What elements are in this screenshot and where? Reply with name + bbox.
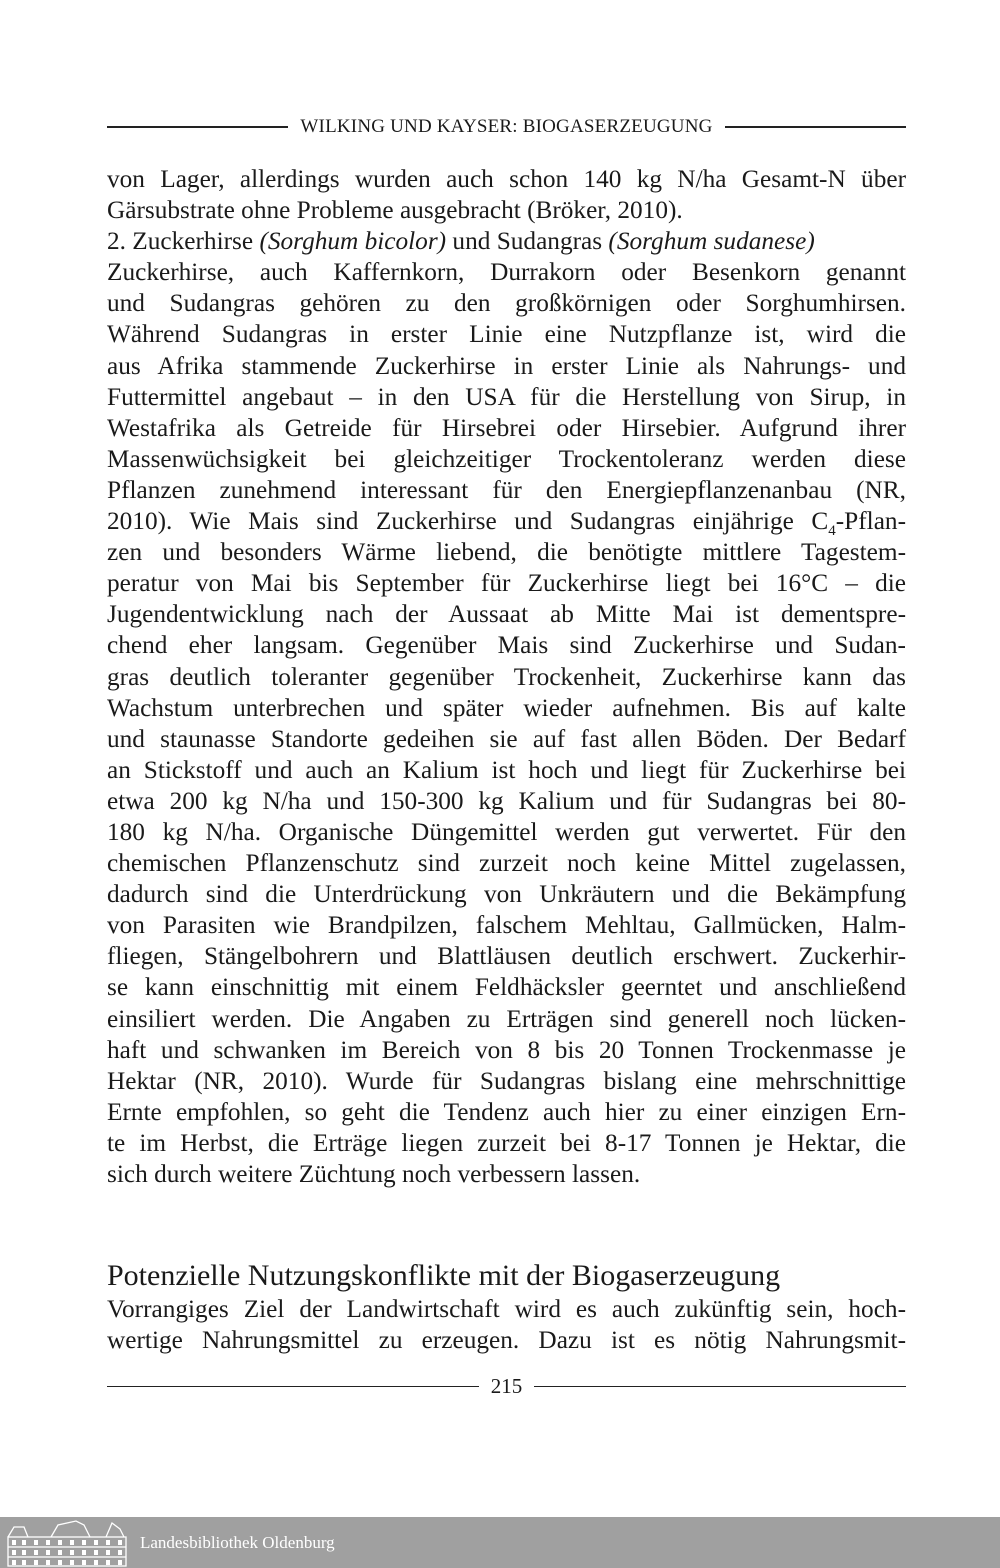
text-line — [107, 537, 906, 568]
text-segment: wertige Nahrungsmittel zu erzeugen. Dazu ist es nötig Nahrungsmit- — [107, 1326, 906, 1355]
text-segment: se kann einschnittig mit einem Feldhäcksler geerntet und anschließend — [107, 973, 906, 1002]
text-line — [107, 693, 906, 724]
text-segment: -Pflan- — [835, 507, 906, 536]
text-segment: te im Herbst, die Erträge liegen zurzeit bei 8-17 Tonnen je Hektar, die — [107, 1128, 906, 1157]
text-line — [107, 1128, 906, 1159]
library-name: Landesbibliothek Oldenburg — [140, 1532, 335, 1552]
text-segment: Zuckerhirse, auch Kaffernkorn, Durrakorn oder Besenkorn genannt — [107, 258, 906, 287]
text-segment: von Lager, allerdings wurden auch schon 140 kg N/ha Gesamt-N über — [107, 165, 906, 193]
subscript: 4 — [828, 523, 836, 540]
text-segment: Wachstum unterbrechen und später wieder aufnehmen. Bis auf kalte — [107, 693, 906, 722]
species-name: (Sorghum bicolor) — [259, 227, 447, 256]
text-segment: dadurch sind die Unterdrückung von Unkräutern und die Bekämpfung — [107, 880, 906, 909]
section-heading: Potenzielle Nutzungskonflikte mit der Biogaserzeugung — [107, 1259, 781, 1292]
text-segment: chend eher langsam. Gegenüber Mais sind Zuckerhirse und Sudan- — [107, 631, 906, 660]
text-line — [107, 941, 906, 972]
body-text — [107, 164, 906, 1190]
text-line — [107, 1097, 906, 1128]
text-line — [107, 413, 906, 444]
text-line — [107, 910, 906, 941]
text-segment: und Sudangras gehören zu den großkörnigen oder Sorghumhirsen. — [107, 289, 906, 318]
text-line — [107, 1325, 906, 1356]
text-line — [107, 662, 906, 693]
text-segment: und Sudangras — [446, 227, 609, 256]
text-line — [107, 879, 906, 910]
text-line — [107, 382, 906, 413]
text-segment: Jugendentwicklung nach der Aussaat ab Mitte Mai ist dementspre- — [107, 600, 906, 629]
text-line — [107, 755, 906, 786]
text-line — [107, 1066, 906, 1097]
text-line — [107, 475, 906, 506]
text-line — [107, 848, 906, 879]
text-segment: Futtermittel angebaut – in den USA für die Herstellung von Sirup, in — [107, 382, 906, 411]
text-segment: 180 kg N/ha. Organische Düngemittel werden gut verwertet. Für den — [107, 817, 906, 846]
running-head — [107, 116, 906, 138]
text-segment: sich durch weitere Züchtung noch verbessern lassen. — [107, 1160, 641, 1188]
text-line — [107, 164, 906, 195]
text-line — [107, 972, 906, 1003]
section-text — [107, 1294, 906, 1356]
header-rule-left — [107, 126, 288, 127]
text-segment: einsiliert werden. Die Angaben zu Erträgen sind generell noch lücken- — [107, 1004, 906, 1033]
text-line — [107, 630, 906, 661]
text-segment: haft und schwanken im Bereich von 8 bis 20 Tonnen Trockenmasse je — [107, 1035, 906, 1064]
text-segment: 2. Zuckerhirse — [107, 227, 260, 256]
text-segment: zen und besonders Wärme liebend, die benötigte mittlere Tagestem- — [107, 538, 906, 567]
text-segment: gras deutlich toleranter gegenüber Trockenheit, Zuckerhirse kann das — [107, 662, 906, 691]
footer-rule-left — [107, 1386, 479, 1387]
footer-rule-right — [534, 1386, 906, 1387]
text-segment: Hektar (NR, 2010). Wurde für Sudangras bislang eine mehrschnittige — [107, 1066, 906, 1095]
text-line — [107, 568, 906, 599]
text-segment: peratur von Mai bis September für Zuckerhirse liegt bei 16°C – die — [107, 569, 906, 598]
text-line — [107, 226, 906, 257]
text-segment: Westafrika als Getreide für Hirsebrei oder Hirsebier. Aufgrund ihrer — [107, 413, 906, 442]
page-footer — [107, 1374, 906, 1399]
text-segment: Vorrangiges Ziel der Landwirtschaft wird es auch zukünftig sein, hoch- — [107, 1295, 906, 1323]
text-segment: und staunasse Standorte gedeihen sie auf fast allen Böden. Der Bedarf — [107, 724, 906, 753]
species-name: (Sorghum sudanese) — [608, 227, 815, 256]
header-rule-right — [725, 126, 906, 127]
text-segment: von Parasiten wie Brandpilzen, falschem Mehltau, Gallmücken, Halm- — [107, 911, 906, 940]
text-segment: Gärsubstrate ohne Probleme ausgebracht (Bröker, 2010). — [107, 196, 683, 225]
text-line — [107, 724, 906, 755]
text-line — [107, 599, 906, 630]
text-line — [107, 786, 906, 817]
library-building-logo-icon — [6, 1519, 128, 1567]
text-line — [107, 1159, 906, 1190]
text-line — [107, 351, 906, 382]
text-segment: an Stickstoff und auch an Kalium ist hoch und liegt für Zuckerhirse bei — [107, 755, 906, 784]
text-segment: etwa 200 kg N/ha und 150-300 kg Kalium und für Sudangras bei 80- — [107, 786, 906, 815]
text-segment: Während Sudangras in erster Linie eine Nutzpflanze ist, wird die — [107, 320, 906, 349]
text-line — [107, 444, 906, 475]
text-segment: 2010). Wie Mais sind Zuckerhirse und Sudangras einjährige C — [107, 507, 829, 536]
running-head-title: WILKING UND KAYSER: BIOGASERZEUGUNG — [300, 116, 713, 137]
text-segment: fliegen, Stängelbohrern und Blattläusen deutlich erschwert. Zuckerhir- — [107, 942, 906, 971]
text-line — [107, 1004, 906, 1035]
text-segment: Massenwüchsigkeit bei gleichzeitiger Trockentoleranz werden diese — [107, 444, 906, 473]
text-line — [107, 506, 906, 540]
text-line — [107, 257, 906, 288]
text-line — [107, 319, 906, 350]
text-segment: aus Afrika stammende Zuckerhirse in erster Linie als Nahrungs- und — [107, 351, 906, 380]
text-line — [107, 817, 906, 848]
text-segment: Ernte empfohlen, so geht die Tendenz auch hier zu einer einzigen Ern- — [107, 1097, 906, 1126]
page-number: 215 — [490, 1374, 523, 1398]
text-line — [107, 288, 906, 319]
text-line — [107, 1294, 906, 1325]
text-segment: chemischen Pflanzenschutz sind zurzeit noch keine Mittel zugelassen, — [107, 849, 906, 878]
text-line — [107, 1035, 906, 1066]
text-segment: Pflanzen zunehmend interessant für den Energiepflanzenanbau (NR, — [107, 475, 906, 504]
library-banner — [0, 1517, 1000, 1568]
text-line — [107, 195, 906, 226]
